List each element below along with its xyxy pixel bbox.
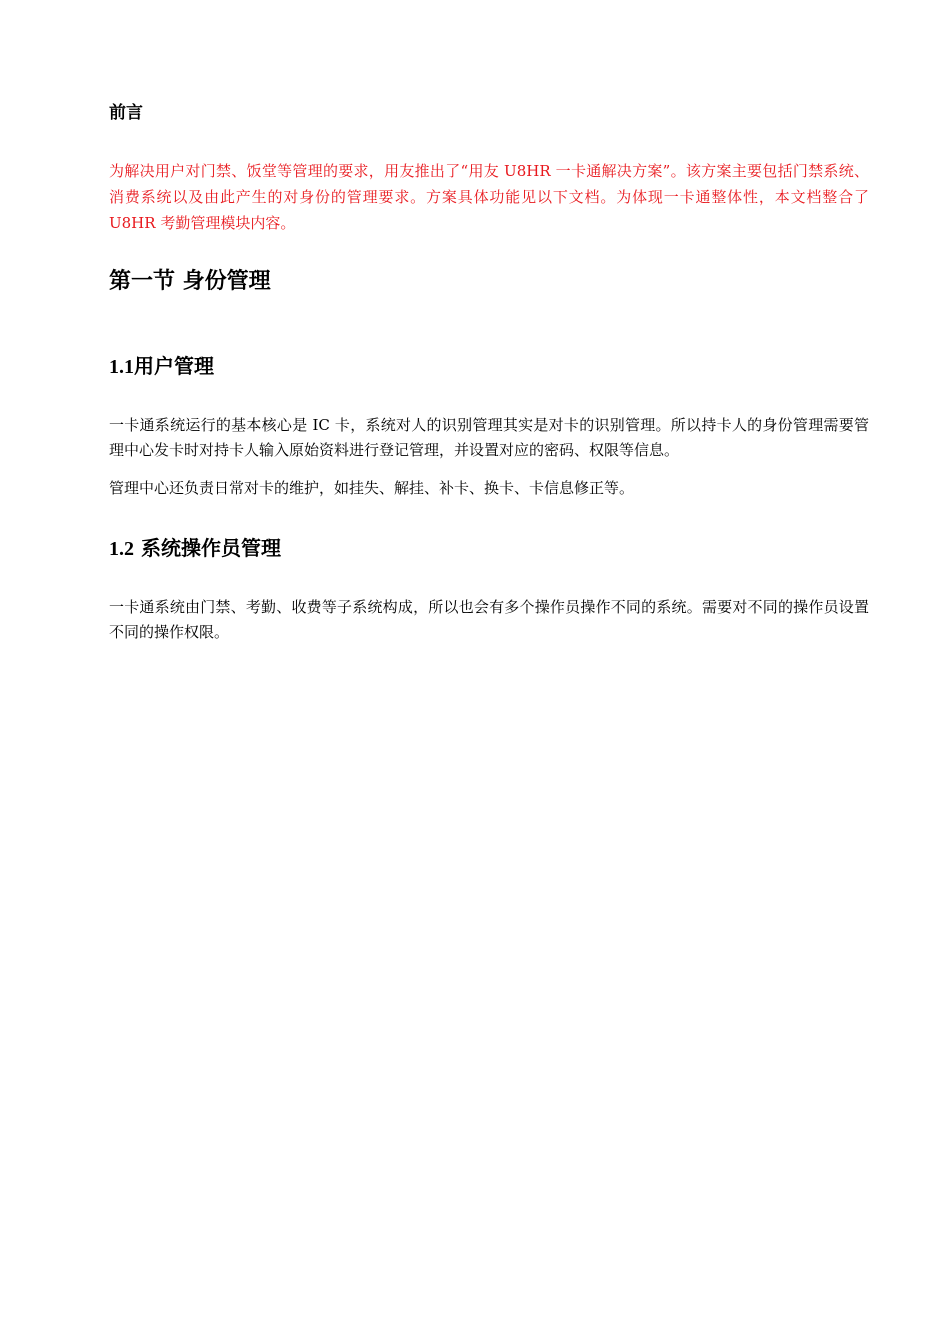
- subsection-number: 1.1: [109, 356, 134, 378]
- section-heading: 第一节 身份管理: [109, 269, 271, 294]
- subsection-title: 用户管理: [134, 354, 214, 378]
- subsection-heading-operator-management: [109, 534, 281, 563]
- body-paragraph: 一卡通系统由门禁、考勤、收费等子系统构成，所以也会有多个操作员操作不同的系统。需要对不同的操作员设置不同的操作权限。: [109, 598, 869, 641]
- subsection-number: 1.2: [109, 538, 134, 560]
- preface-paragraph: 为解决用户对门禁、饭堂等管理的要求，用友推出了“用友 U8HR 一卡通解决方案”。该方案主要包括门禁系统、消费系统以及由此产生的对身份的管理要求。方案具体功能见以下文档。为体现一卡通整体性，本文档整合了 U8HR 考勤管理模块内容。: [109, 162, 869, 232]
- subsection-heading-user-management: [109, 352, 214, 381]
- body-paragraph: 管理中心还负责日常对卡的维护，如挂失、解挂、补卡、换卡、卡信息修正等。: [109, 479, 635, 497]
- preface-heading: 前言: [109, 103, 143, 123]
- subsection-title: 系统操作员管理: [140, 536, 281, 560]
- body-paragraph: 一卡通系统运行的基本核心是 IC 卡，系统对人的识别管理其实是对卡的识别管理。所以持卡人的身份管理需要管理中心发卡时对持卡人输入原始资料进行登记管理，并设置对应的密码、权限等信息。: [109, 416, 869, 459]
